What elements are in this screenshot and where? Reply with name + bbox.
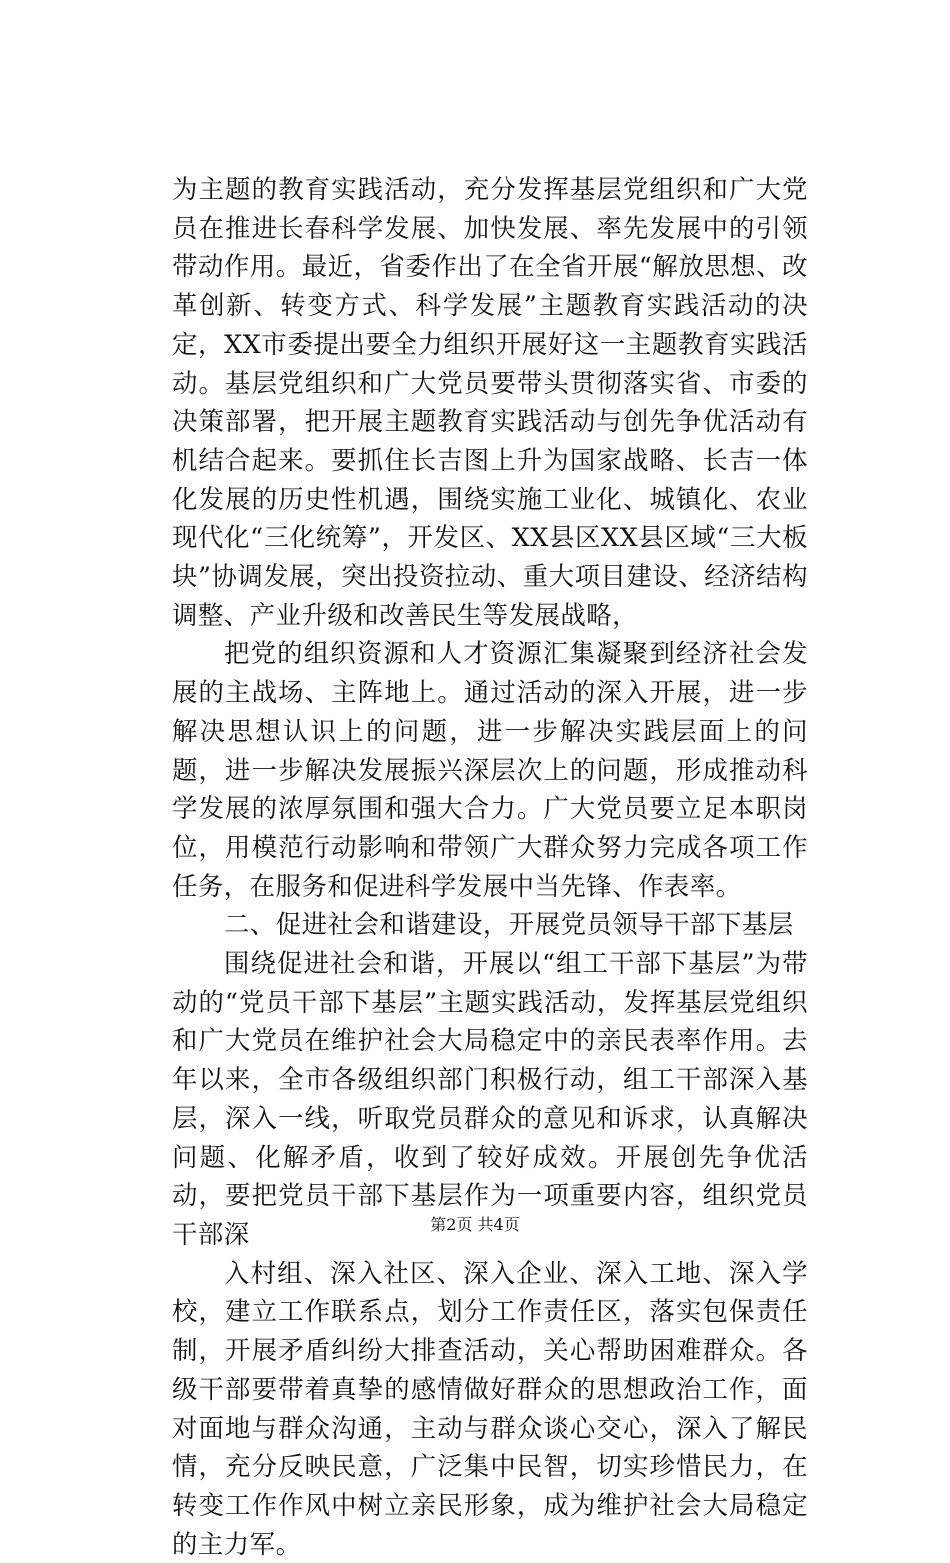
page-number-footer: 第2页 共4页 xyxy=(430,1215,520,1234)
paragraph-2: 把党的组织资源和人才资源汇集凝聚到经济社会发展的主战场、主阵地上。通过活动的深入开展，进一步解决思想认识上的问题，进一步解决实践层面上的问题，进一步解决发展振兴深层次上的问题，形成推动科学发展的浓厚氛围和强大合力。广大党员要立足本职岗位，用模范行动影响和带领广大群众努力完成各项工作任务，在服务和促进科学发展中当先锋、作表率。 xyxy=(172,638,808,901)
paragraph-4: 入村组、深入社区、深入企业、深入工地、深入学校，建立工作联系点，划分工作责任区，落实包保责任制，开展矛盾纠纷大排查活动，关心帮助困难群众。各级干部要带着真挚的感情做好群众的思想政治工作，面对面地与群众沟通，主动与群众谈心交心，深入了解民情，充分反映民意，广泛集中民智，切实珍惜民力，在转变工作作风中树立亲民形象，成为维护社会大局稳定的主力军。 xyxy=(172,1257,808,1559)
document-body xyxy=(172,170,808,1563)
paragraph-3: 围绕促进社会和谐，开展以“组工干部下基层”为带动的“党员干部下基层”主题实践活动，发挥基层党组织和广大党员在维护社会大局稳定中的亲民表率作用。去年以来，全市各级组织部门积极行动，组工干部深入基层，深入一线，听取党员群众的意见和诉求，认真解决问题、化解矛盾，收到了较好成效。开展创先争优活动，要把党员干部下基层作为一项重要内容，组织党员干部深 xyxy=(172,948,808,1249)
paragraph-1: 为主题的教育实践活动，充分发挥基层党组织和广大党员在推进长春科学发展、加快发展、率先发展中的引领带动作用。最近，省委作出了在全省开展“解放思想、改革创新、转变方式、科学发展”主题教育实践活动的决定，XX市委提出要全力组织开展好这一主题教育实践活动。基层党组织和广大党员要带头贯彻落实省、市委的决策部署，把开展主题教育实践活动与创先争优活动有机结合起来。要抓住长吉图上升为国家战略、长吉一体化发展的历史性机遇，围绕实施工业化、城镇化、农业现代化“三化统筹”，开发区、XX县区XX县区域“三大板块”协调发展，突出投资拉动、重大项目建设、经济结构调整、产业升级和改善民生等发展战略， xyxy=(172,174,808,630)
section-heading: 二、促进社会和谐建设，开展党员领导干部下基层 xyxy=(224,909,794,940)
